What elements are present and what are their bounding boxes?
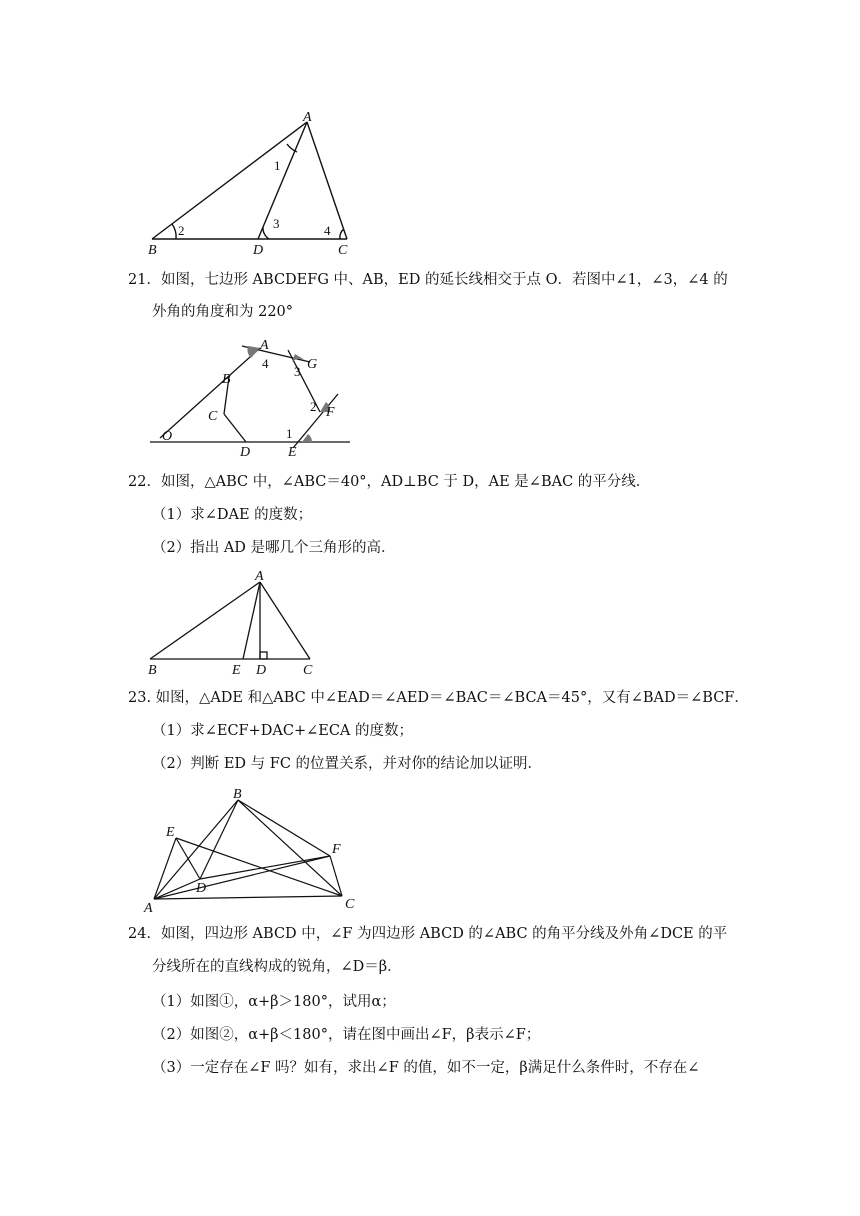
problem-22-stem: 22．如图，△ABC 中，∠ABC＝40°，AD⊥BC 于 D，AE 是∠BAC 的平分线． bbox=[128, 474, 651, 490]
problem-21-line-1: 21．如图，七边形 ABCDEFG 中、AB，ED 的延长线相交于点 O．若图中∠1，∠3，∠4 的 bbox=[128, 272, 728, 288]
label-a: A bbox=[255, 569, 264, 584]
problem-21-line-2: 外角的角度和为 220° bbox=[152, 304, 294, 320]
figure-problem-23 bbox=[140, 786, 370, 916]
label-e: E bbox=[288, 445, 297, 460]
problem-24-line-2: 分线所在的直线构成的锐角，∠D＝β． bbox=[152, 959, 402, 975]
problem-24-line-1: 24．如图，四边形 ABCD 中，∠F 为四边形 ABCD 的∠ABC 的角平分线及外角∠DCE 的平 bbox=[128, 926, 728, 942]
angle-label-3: 3 bbox=[294, 364, 301, 379]
problem-23-stem: 23. 如图，△ADE 和△ABC 中∠EAD＝∠AED＝∠BAC＝∠BCA＝45°，又有∠BAD＝∠BCF． bbox=[128, 690, 749, 706]
label-o: O bbox=[162, 429, 173, 444]
label-a: A bbox=[144, 901, 153, 916]
label-d: D bbox=[240, 445, 251, 460]
label-b: B bbox=[233, 787, 242, 802]
problem-22-question-1: （1）求∠DAE 的度数； bbox=[152, 507, 313, 523]
problem-23-question-1: （1）求∠ECF+DAC+∠ECA 的度数； bbox=[152, 723, 414, 739]
angle-label-1: 1 bbox=[286, 426, 293, 441]
label-d: D bbox=[256, 663, 267, 678]
problem-24-question-1: （1）如图①，α+β＞180°，试用α； bbox=[152, 994, 396, 1010]
label-c: C bbox=[208, 409, 218, 424]
problem-23-question-2: （2）判断 ED 与 FC 的位置关系，并对你的结论加以证明． bbox=[152, 756, 543, 772]
label-e: E bbox=[166, 825, 175, 840]
figure-problem-22 bbox=[140, 566, 330, 678]
label-c: C bbox=[303, 663, 313, 678]
label-f: F bbox=[332, 842, 341, 857]
label-f: F bbox=[326, 405, 335, 420]
label-b: B bbox=[222, 372, 231, 387]
quadrilateral-diagram bbox=[140, 786, 370, 916]
label-c: C bbox=[345, 897, 355, 912]
figure-problem-21 bbox=[140, 330, 360, 460]
label-d: D bbox=[253, 243, 264, 258]
triangle-altitude-diagram bbox=[140, 566, 330, 678]
label-d: D bbox=[196, 881, 207, 896]
angle-label-4: 4 bbox=[262, 356, 269, 371]
problem-24-question-2: （2）如图②，α+β＜180°，请在图中画出∠F，β表示∠F； bbox=[152, 1027, 541, 1043]
problem-22-question-2: （2）指出 AD 是哪几个三角形的高． bbox=[152, 540, 396, 556]
angle-label-2: 2 bbox=[310, 399, 317, 414]
figure-problem-20 bbox=[140, 108, 370, 258]
triangle-abc-diagram bbox=[140, 108, 370, 258]
label-a: A bbox=[303, 110, 312, 125]
label-b: B bbox=[148, 663, 157, 678]
angle-label-4: 4 bbox=[324, 223, 331, 238]
angle-label-2: 2 bbox=[178, 223, 185, 238]
label-b: B bbox=[148, 243, 157, 258]
problem-24-question-3: （3）一定存在∠F 吗？如有，求出∠F 的值，如不一定，β满足什么条件时，不存在∠ bbox=[152, 1060, 700, 1076]
angle-label-1: 1 bbox=[274, 158, 281, 173]
label-g: G bbox=[307, 357, 318, 372]
label-a: A bbox=[260, 338, 269, 353]
label-e: E bbox=[232, 663, 241, 678]
angle-label-3: 3 bbox=[273, 216, 280, 231]
label-c: C bbox=[338, 243, 348, 258]
heptagon-diagram bbox=[140, 330, 360, 460]
